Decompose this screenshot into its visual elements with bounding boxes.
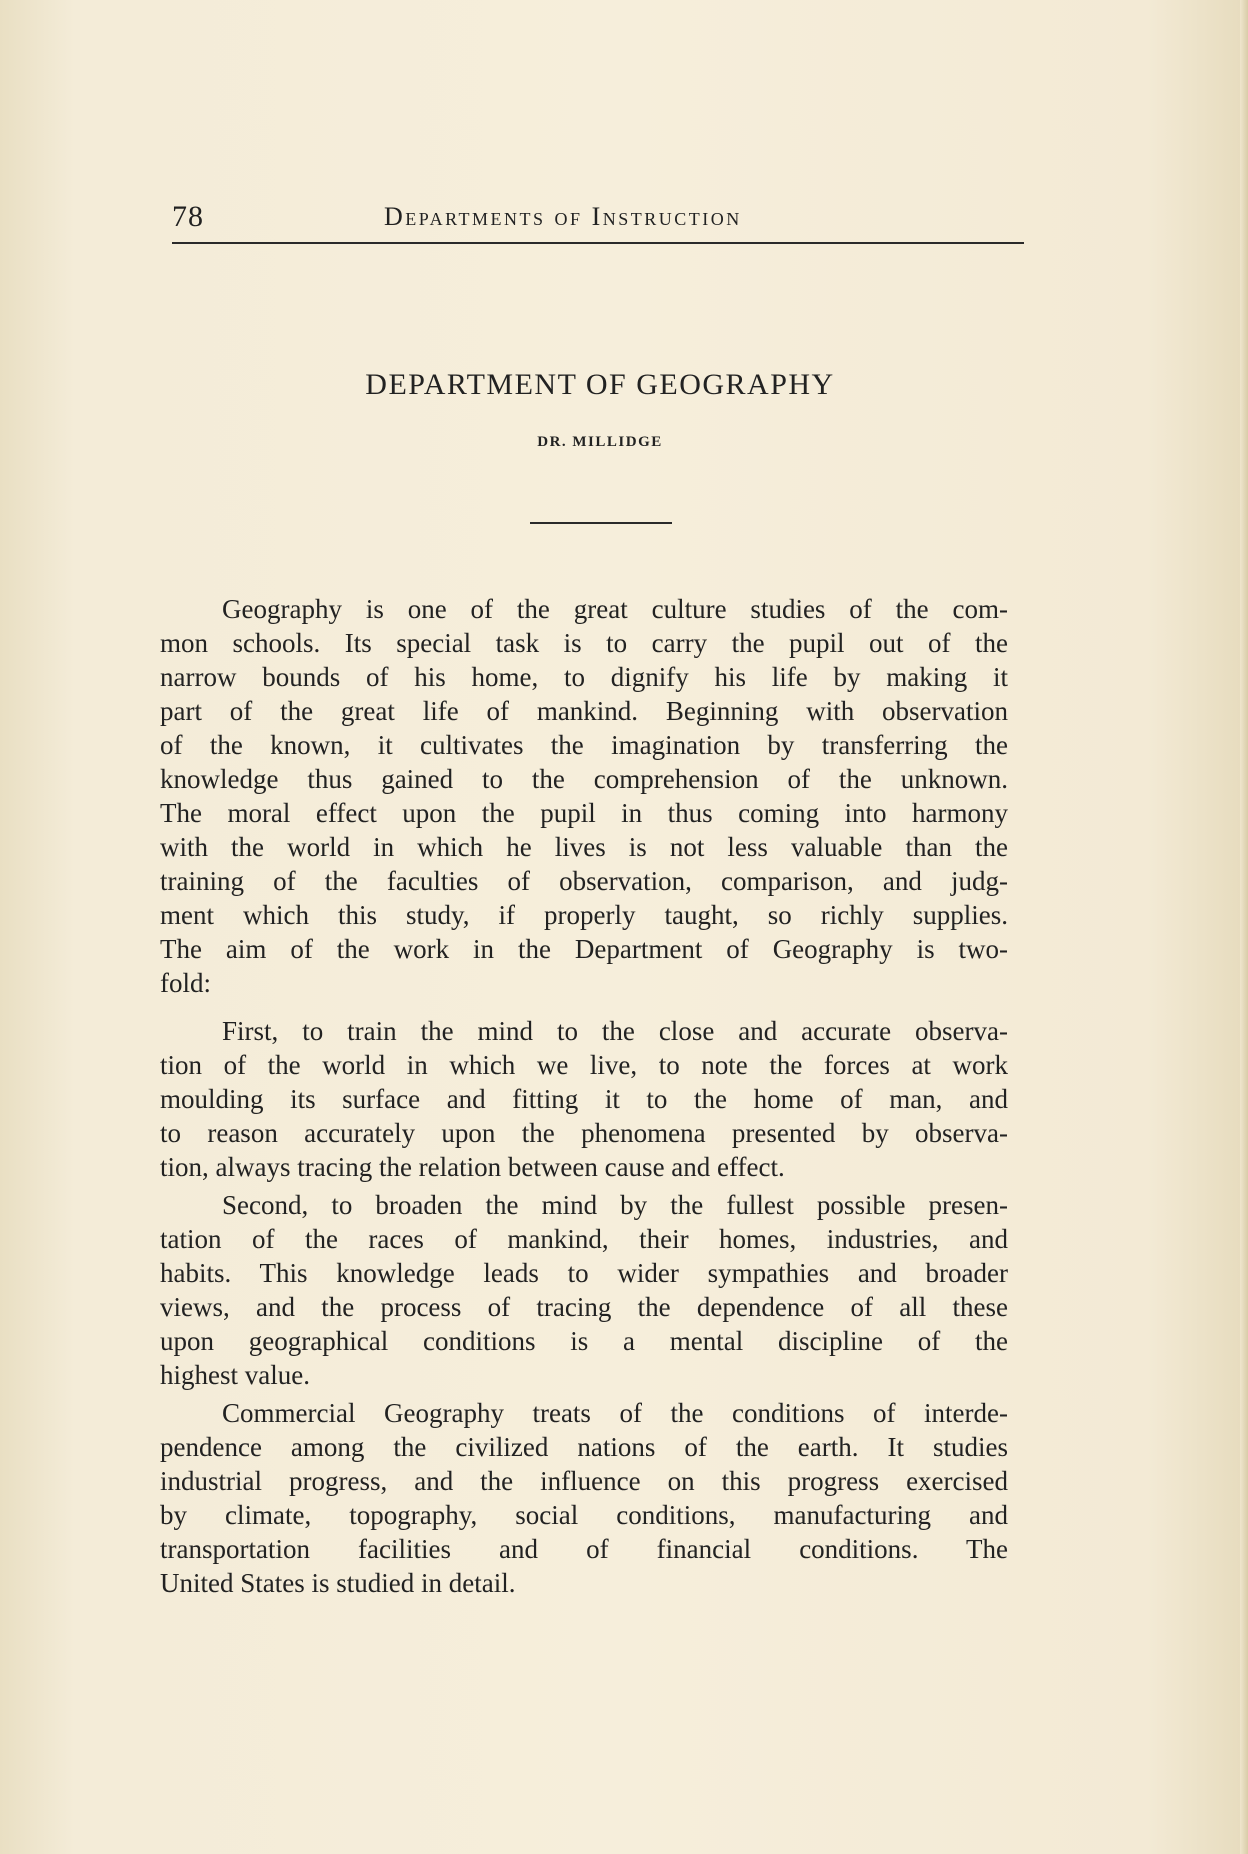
page-edge: [1240, 0, 1248, 1854]
text-line: United States is studied in detail.: [160, 1568, 516, 1598]
text-line: upon geographical conditions is a mental discipline of the: [160, 1326, 1008, 1356]
text-line: The aim of the work in the Department of Geography is two-: [160, 934, 1008, 964]
text-line: Geography is one of the great culture studies of the com-: [222, 594, 1008, 624]
author-name: DR. MILLIDGE: [537, 434, 663, 450]
text-line: of the known, it cultivates the imagination by transferring the: [160, 730, 1008, 760]
text-line: transportation facilities and of financial conditions. The: [160, 1534, 1008, 1564]
text-line: narrow bounds of his home, to dignify his life by making it: [160, 662, 1008, 692]
paragraph-intro: [160, 592, 1008, 1000]
text-line: with the world in which he lives is not less valuable than the: [160, 832, 1008, 862]
paragraph-commercial-geography: [160, 1396, 1008, 1600]
running-title: Departments of Instruction: [384, 202, 742, 231]
text-line: tion of the world in which we live, to note the forces at work: [160, 1050, 1008, 1080]
text-line: training of the faculties of observation, comparison, and judg-: [160, 866, 1008, 896]
body-text: [160, 592, 1008, 1600]
page-number: 78: [172, 200, 204, 233]
text-line: by climate, topography, social conditions, manufacturing and: [160, 1500, 1008, 1530]
title-divider: [530, 522, 672, 524]
text-line: highest value.: [160, 1360, 310, 1390]
text-line: industrial progress, and the influence on this progress exercised: [160, 1466, 1008, 1496]
section-title: DEPARTMENT OF GEOGRAPHY: [365, 368, 835, 401]
text-line: mon schools. Its special task is to carry the pupil out of the: [160, 628, 1008, 658]
text-line: Commercial Geography treats of the conditions of interde-: [222, 1398, 1008, 1428]
text-line: First, to train the mind to the close and accurate observa-: [222, 1016, 1008, 1046]
text-line: knowledge thus gained to the comprehension of the unknown.: [160, 764, 1008, 794]
text-line: to reason accurately upon the phenomena presented by observa-: [160, 1118, 1008, 1148]
text-line: tation of the races of mankind, their homes, industries, and: [160, 1224, 1008, 1254]
text-line: moulding its surface and fitting it to the home of man, and: [160, 1084, 1008, 1114]
paragraph-second-aim: [160, 1188, 1008, 1392]
text-line: fold:: [160, 968, 211, 998]
running-head: [172, 200, 1024, 240]
text-line: The moral effect upon the pupil in thus coming into harmony: [160, 798, 1008, 828]
text-line: views, and the process of tracing the dependence of all these: [160, 1292, 1008, 1322]
text-line: tion, always tracing the relation between cause and effect.: [160, 1152, 785, 1182]
text-line: pendence among the civilized nations of the earth. It studies: [160, 1432, 1008, 1462]
text-line: ment which this study, if properly taught, so richly supplies.: [160, 900, 1008, 930]
paragraph-first-aim: [160, 1014, 1008, 1184]
header-rule: [172, 242, 1024, 244]
text-line: Second, to broaden the mind by the fullest possible presen-: [222, 1190, 1008, 1220]
text-line: habits. This knowledge leads to wider sympathies and broader: [160, 1258, 1008, 1288]
text-line: part of the great life of mankind. Beginning with observation: [160, 696, 1008, 726]
